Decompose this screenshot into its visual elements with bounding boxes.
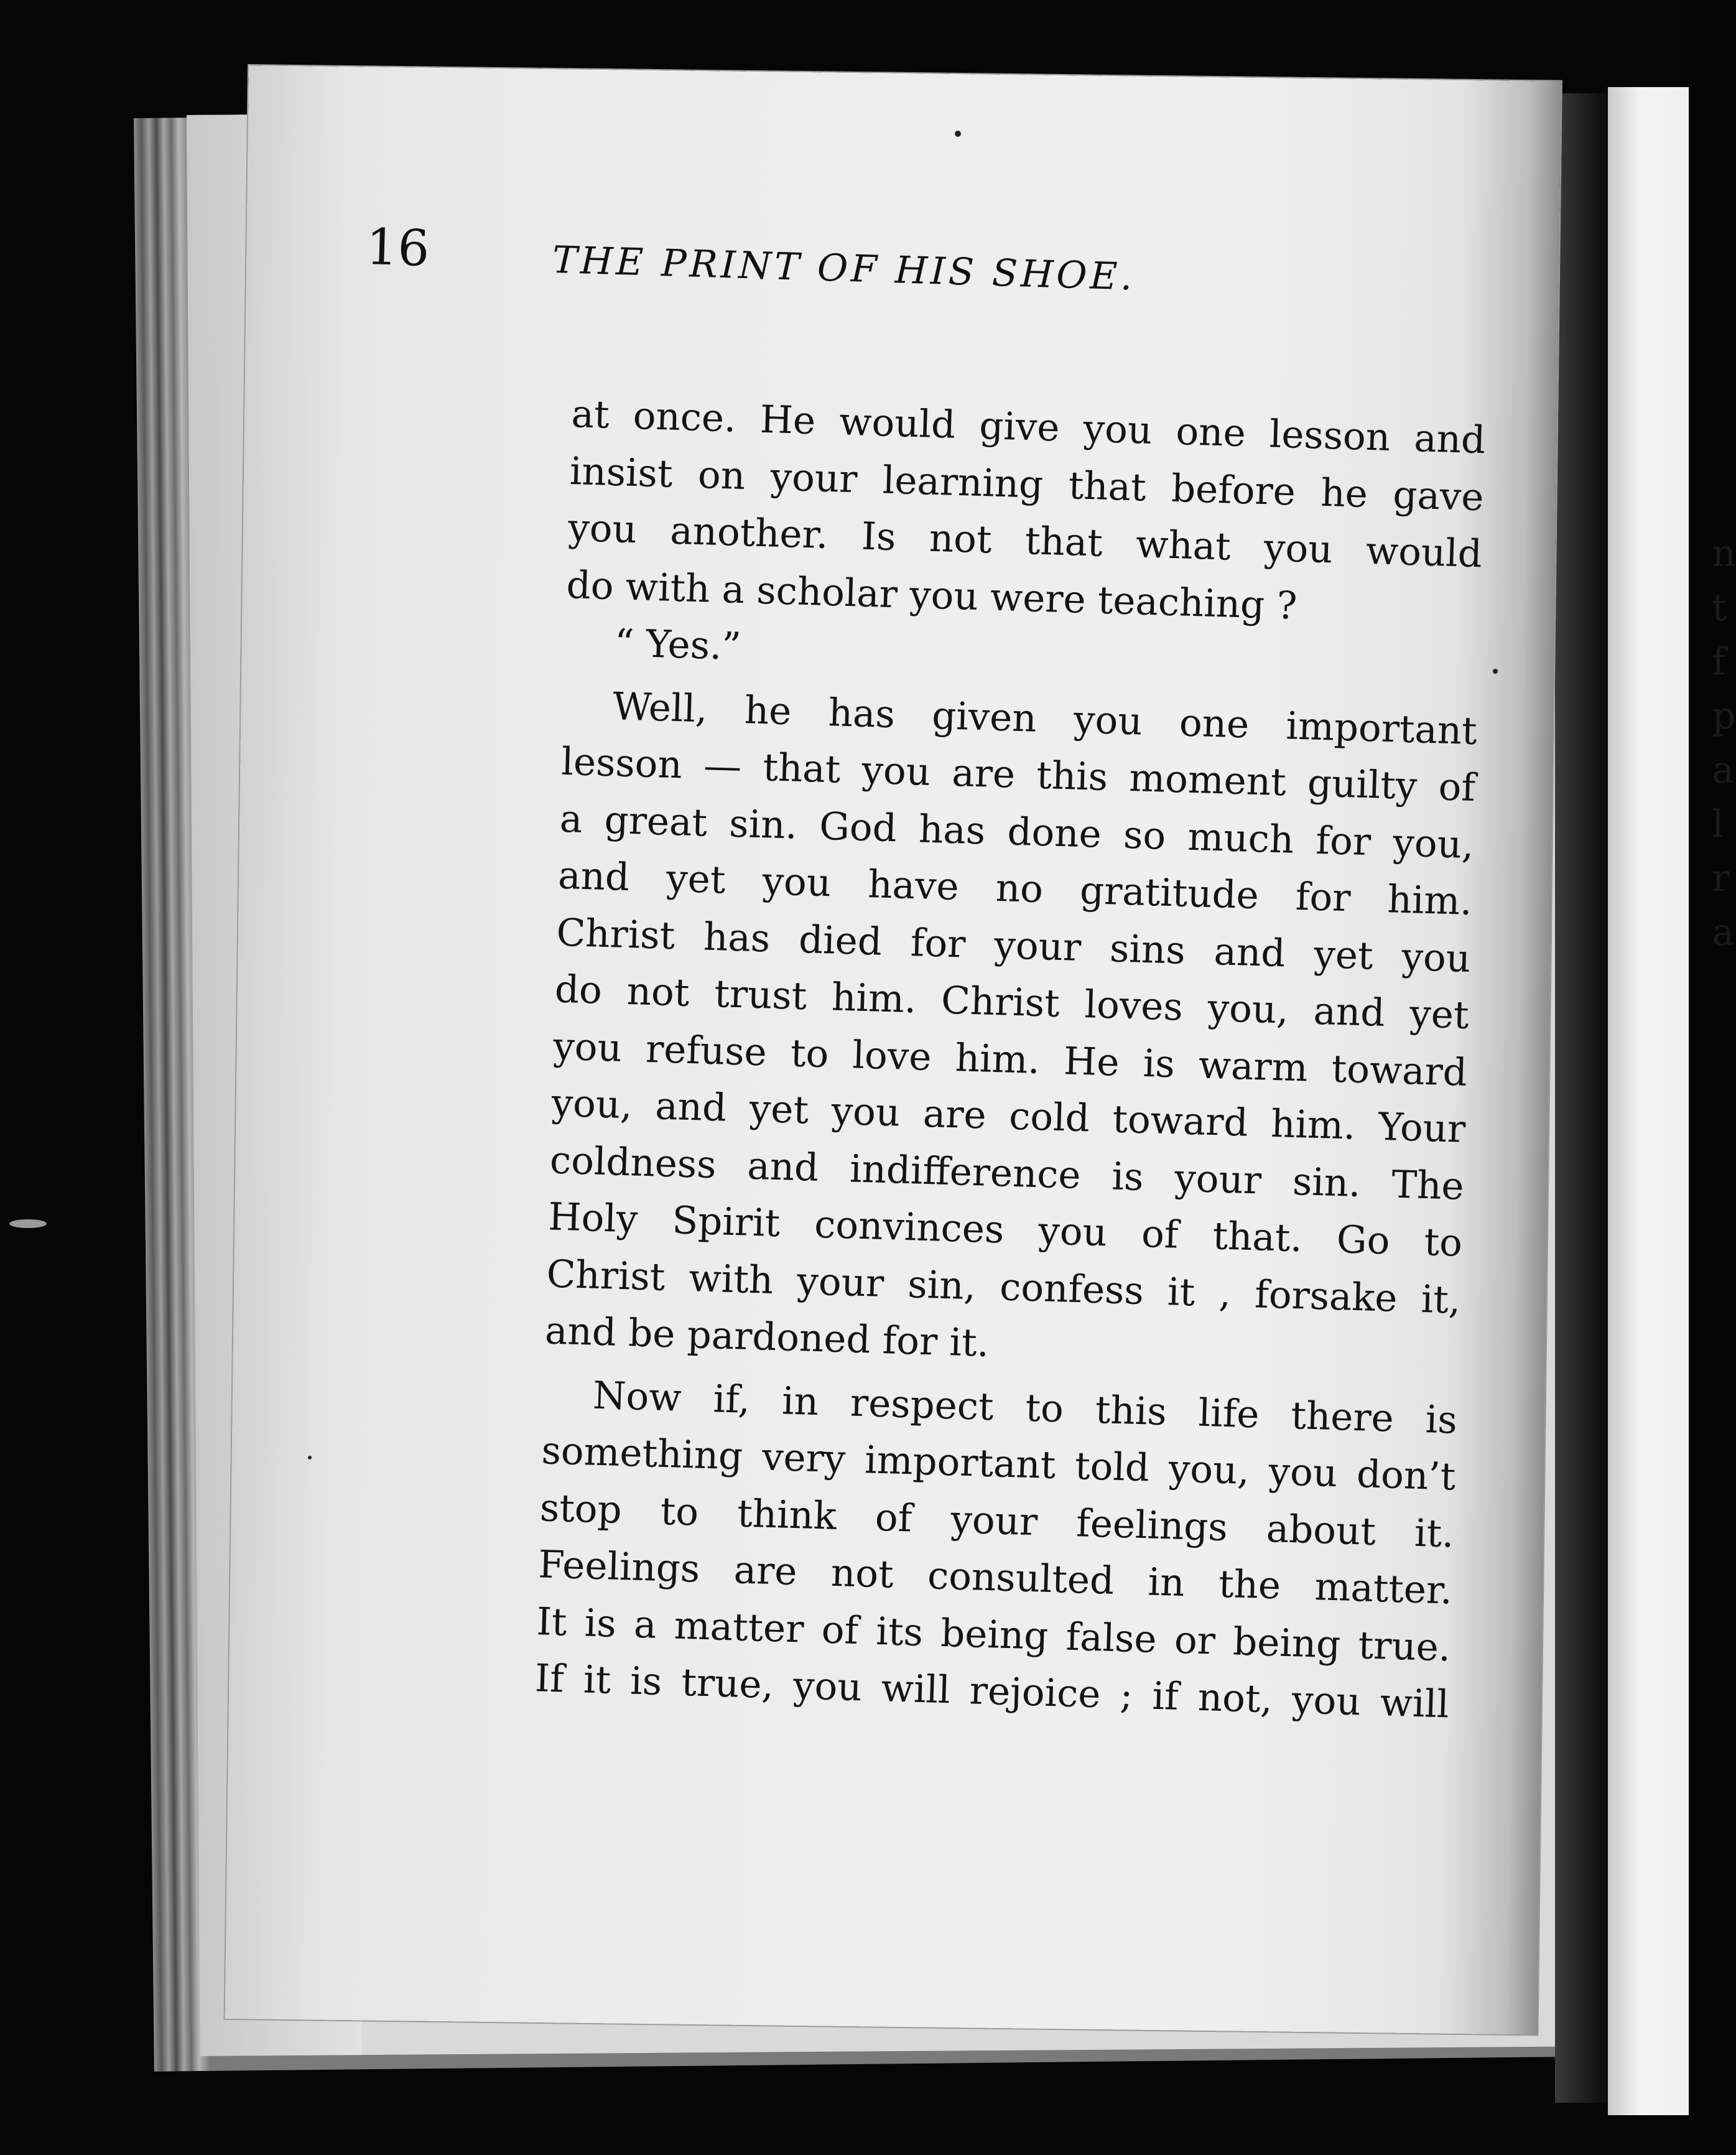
text-line: you, and yet you are cold toward him. Your (550, 1081, 1467, 1152)
dust-speck (308, 1456, 312, 1459)
facing-letter: f (1712, 640, 1726, 684)
text-line: Christ has died for your sins and yet you (555, 910, 1472, 981)
facing-letter: t (1712, 586, 1727, 630)
text-line: do with a scholar you were teaching ? (565, 562, 1298, 628)
text-line: If it is true, you will rejoice ; if not, you will (534, 1656, 1450, 1727)
text-line: “ Yes.” (614, 621, 742, 669)
running-title: THE PRINT OF HIS SHOE. (552, 238, 1136, 299)
text-line: you another. Is not that what you would (567, 505, 1483, 577)
text-line: insist on your learning that before he gave (569, 449, 1485, 519)
text-line: a great sin. God has done so much for you, (559, 796, 1475, 867)
text-line: It is a matter of its being false or being true. (536, 1599, 1452, 1670)
text-line: do not trust him. Christ loves you, and yet (554, 967, 1470, 1038)
facing-letter: l (1712, 803, 1724, 846)
paragraph (565, 386, 1486, 640)
paragraph (534, 1366, 1458, 1733)
text-line: Holy Spirit convinces you of that. Go to (547, 1194, 1463, 1265)
dust-speck (9, 1219, 47, 1228)
facing-letter: n (1712, 532, 1736, 575)
text-line: and be pardoned for it. (544, 1308, 990, 1366)
facing-page-edge (1608, 87, 1689, 2115)
facing-letter: p (1712, 694, 1736, 738)
facing-letter: a (1712, 748, 1735, 792)
text-line: stop to think of your feelings about it. (539, 1485, 1455, 1557)
facing-page-letters (1664, 473, 1736, 1014)
body-text (534, 386, 1487, 1733)
text-line: Now if, in respect to this life there is (592, 1373, 1458, 1443)
text-line: Well, he has given you one important (612, 684, 1478, 753)
facing-letter: a (1712, 911, 1735, 954)
dust-speck (955, 131, 961, 137)
text-line: and yet you have no gratitude for him. (557, 853, 1473, 924)
page-number: 16 (365, 218, 430, 277)
text-line: coldness and indifference is your sin. The (549, 1137, 1465, 1209)
text-line: something very important told you, you don’t (541, 1428, 1457, 1499)
text-line: Christ with your sin, confess it , forsake it, (545, 1251, 1462, 1323)
paragraph (544, 676, 1478, 1385)
dust-speck (1493, 669, 1498, 674)
text-line: lesson — that you are this moment guilty of (560, 739, 1477, 811)
text-line: at once. He would give you one lesson and (570, 391, 1487, 463)
facing-letter: r (1712, 857, 1730, 900)
text-line: Feelings are not consulted in the matter. (537, 1542, 1453, 1613)
text-line: you refuse to love him. He is warm toward (552, 1024, 1468, 1095)
